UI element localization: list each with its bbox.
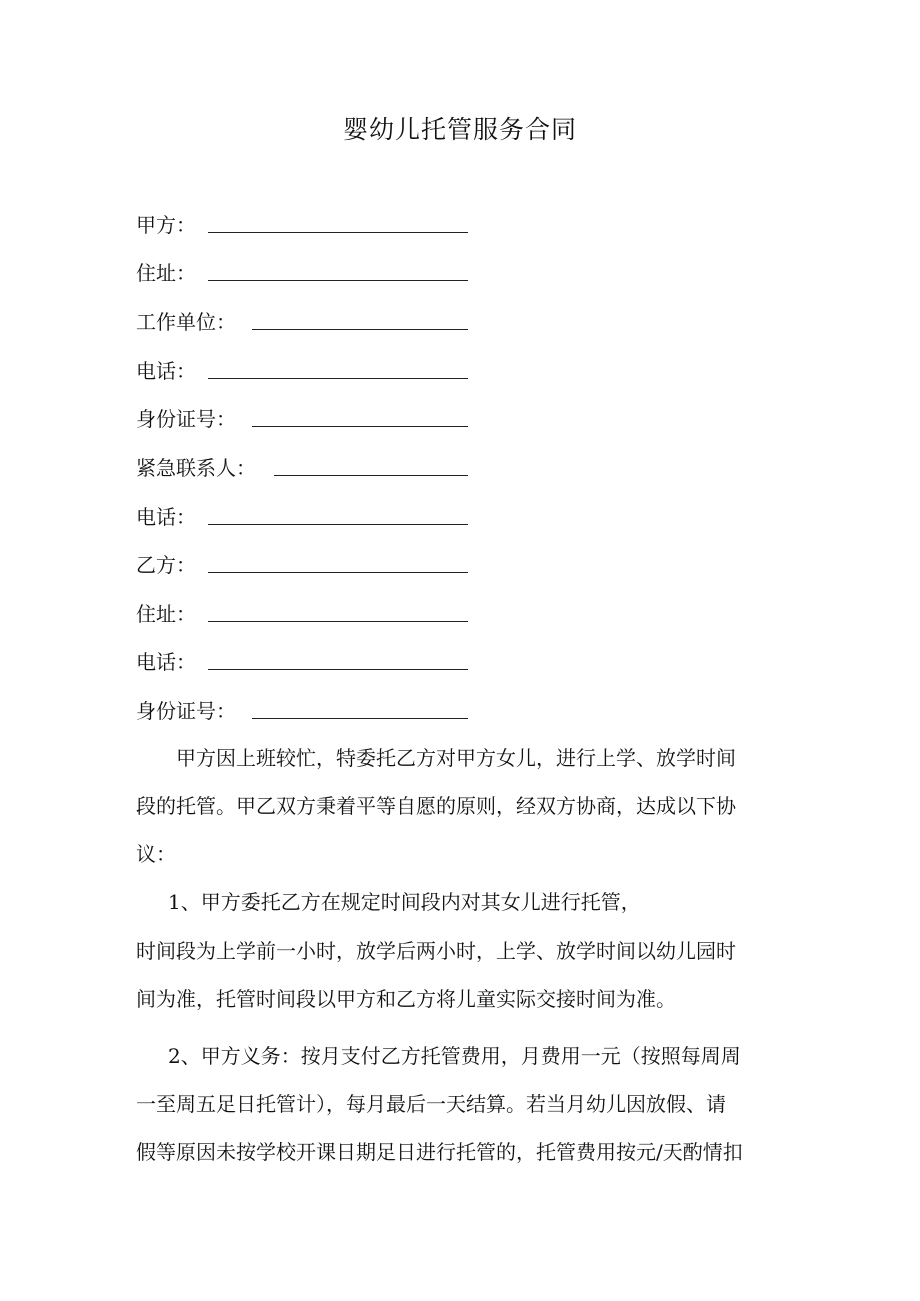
clause-1-line-2: 时间段为上学前一小时，放学后两小时，上学、放学时间以幼儿园时: [136, 939, 736, 963]
blank-line-phone-a[interactable]: [208, 378, 468, 379]
clause-2-line-2: 一至周五足日托管计），每月最后一天结算。若当月幼儿因放假、请: [136, 1092, 726, 1116]
blank-line-emergency-contact[interactable]: [274, 475, 468, 476]
field-emergency-contact: [136, 451, 256, 481]
field-address-a: [136, 256, 196, 286]
field-label: 工作单位：: [136, 310, 236, 334]
blank-line-employer[interactable]: [252, 329, 468, 330]
field-label: 身份证号：: [136, 699, 236, 723]
blank-line-address-a[interactable]: [208, 280, 468, 281]
field-label: 身份证号：: [136, 407, 236, 431]
field-label: 电话：: [136, 359, 196, 383]
clause-1-line-3: 间为准，托管时间段以甲方和乙方将儿童实际交接时间为准。: [136, 987, 676, 1011]
clause-2-line-1: 2、甲方义务：按月支付乙方托管费用，月费用一元（按照每周周: [168, 1044, 741, 1068]
field-id-a: [136, 402, 236, 432]
field-phone-b: [136, 645, 196, 675]
field-label: 电话：: [136, 505, 196, 529]
field-label: 甲方：: [136, 213, 196, 237]
intro-line-3: 议：: [136, 842, 176, 866]
intro-line-1: 甲方因上班较忙，特委托乙方对甲方女儿，进行上学、放学时间: [176, 746, 736, 770]
field-id-b: [136, 694, 236, 724]
field-employer: [136, 305, 236, 335]
blank-line-emergency-phone[interactable]: [208, 524, 468, 525]
blank-line-id-a[interactable]: [252, 426, 468, 427]
clause-2-line-3: 假等原因未按学校开课日期足日进行托管的，托管费用按元/天酌情扣: [136, 1140, 743, 1164]
field-label: 住址：: [136, 261, 196, 285]
clause-1-line-1: 1、甲方委托乙方在规定时间段内对其女儿进行托管，: [168, 890, 641, 914]
field-phone-a: [136, 354, 196, 384]
document-title: 婴幼儿托管服务合同: [342, 115, 577, 144]
field-emergency-phone: [136, 500, 196, 530]
field-address-b: [136, 597, 196, 627]
blank-line-phone-b[interactable]: [208, 669, 468, 670]
field-label: 乙方：: [136, 553, 196, 577]
blank-line-address-b[interactable]: [208, 621, 468, 622]
field-party-b: [136, 548, 196, 578]
intro-line-2: 段的托管。甲乙双方秉着平等自愿的原则，经双方协商，达成以下协: [136, 794, 736, 818]
blank-line-id-b[interactable]: [252, 718, 468, 719]
blank-line-party-b[interactable]: [208, 572, 468, 573]
blank-line-party-a[interactable]: [208, 232, 468, 233]
field-label: 电话：: [136, 650, 196, 674]
field-party-a: [136, 208, 196, 238]
field-label: 住址：: [136, 602, 196, 626]
field-label: 紧急联系人：: [136, 456, 256, 480]
